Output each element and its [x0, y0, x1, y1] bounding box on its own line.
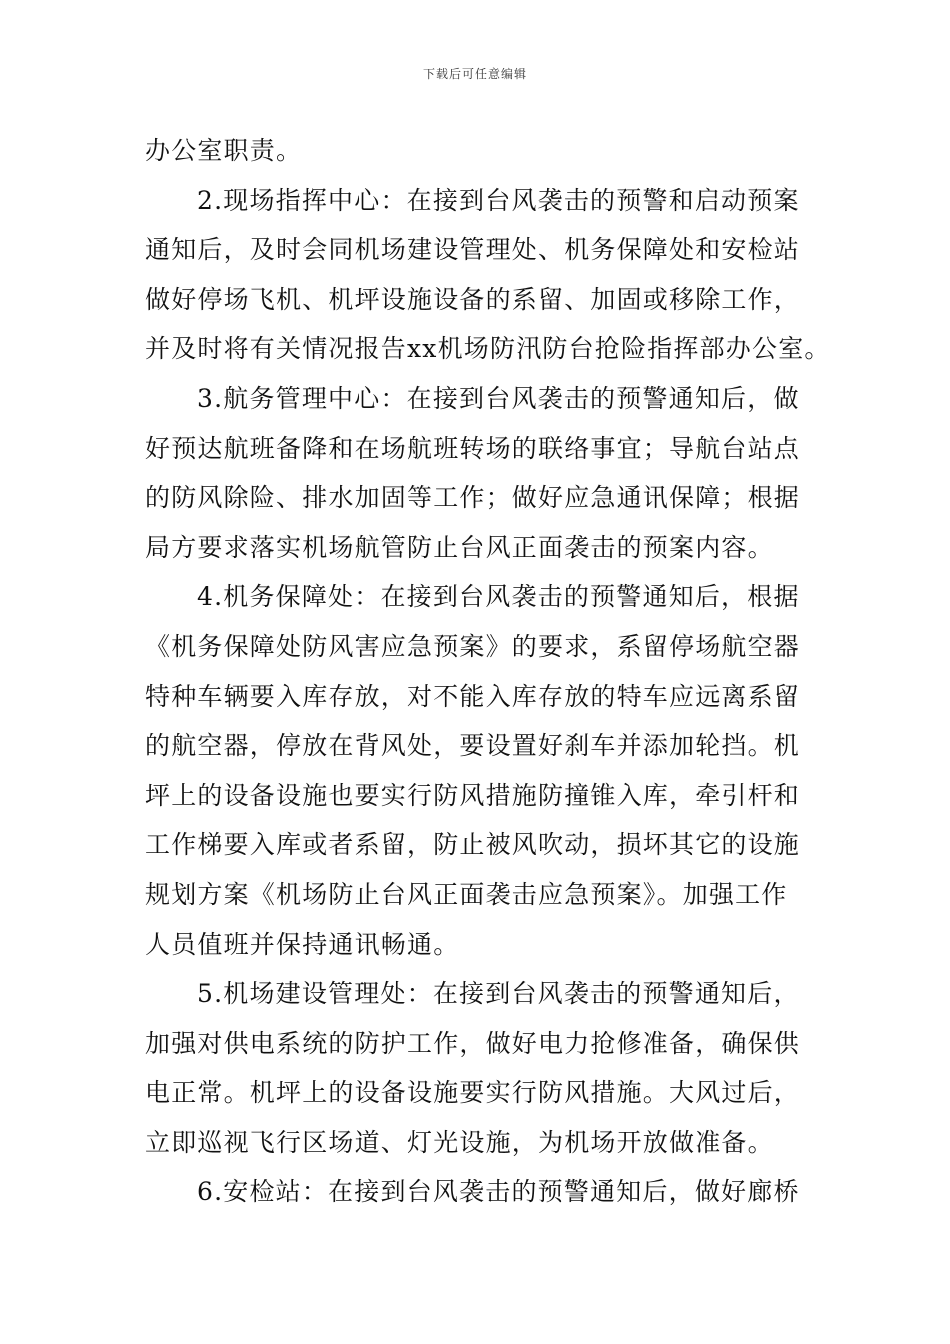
text-line: 3.航务管理中心：在接到台风袭击的预警通知后，做: [197, 383, 800, 413]
text-line: 局方要求落实机场航管防止台风正面袭击的预案内容。: [145, 532, 774, 562]
page-header-note: 下载后可任意编辑: [422, 67, 527, 81]
text-line: 电正常。机坪上的设备设施要实行防风措施。大风过后，: [145, 1078, 801, 1108]
text-line: 《机务保障处防风害应急预案》的要求，系留停场航空器: [145, 631, 801, 661]
text-line: 办公室职责。: [145, 136, 303, 165]
text-line: 6.安检站：在接到台风袭击的预警通知后，做好廊桥: [197, 1177, 800, 1207]
text-line: 的航空器，停放在背风处，要设置好刹车并添加轮挡。机: [145, 731, 801, 761]
text-line: 特种车辆要入库存放，对不能入库存放的特车应远离系留: [145, 681, 801, 711]
text-line: 好预达航班备降和在场航班转场的联络事宜；导航台站点: [145, 433, 801, 463]
text-line: 并及时将有关情况报告xx机场防汛防台抢险指挥部办公室。: [145, 334, 831, 364]
text-line: 5.机场建设管理处：在接到台风袭击的预警通知后，: [197, 979, 800, 1009]
document-body: [145, 126, 831, 1217]
text-line: 坪上的设备设施也要实行防风措施防撞锥入库，牵引杆和: [145, 780, 801, 810]
text-line: 立即巡视飞行区场道、灯光设施，为机场开放做准备。: [145, 1127, 774, 1157]
text-line: 做好停场飞机、机坪设施设备的系留、加固或移除工作，: [145, 284, 801, 314]
text-line: 人员值班并保持通讯畅通。: [145, 929, 460, 959]
text-line: 加强对供电系统的防护工作，做好电力抢修准备，确保供: [145, 1028, 801, 1058]
text-line: 通知后，及时会同机场建设管理处、机务保障处和安检站: [145, 235, 801, 265]
text-line: 4.机务保障处：在接到台风袭击的预警通知后，根据: [197, 582, 800, 612]
text-line: 规划方案《机场防止台风正面袭击应急预案》。加强工作: [145, 879, 788, 909]
text-line: 2.现场指挥中心：在接到台风袭击的预警和启动预案: [197, 185, 800, 215]
text-line: 的防风除险、排水加固等工作；做好应急通讯保障；根据: [145, 483, 801, 513]
text-line: 工作梯要入库或者系留，防止被风吹动，损坏其它的设施: [145, 830, 801, 860]
